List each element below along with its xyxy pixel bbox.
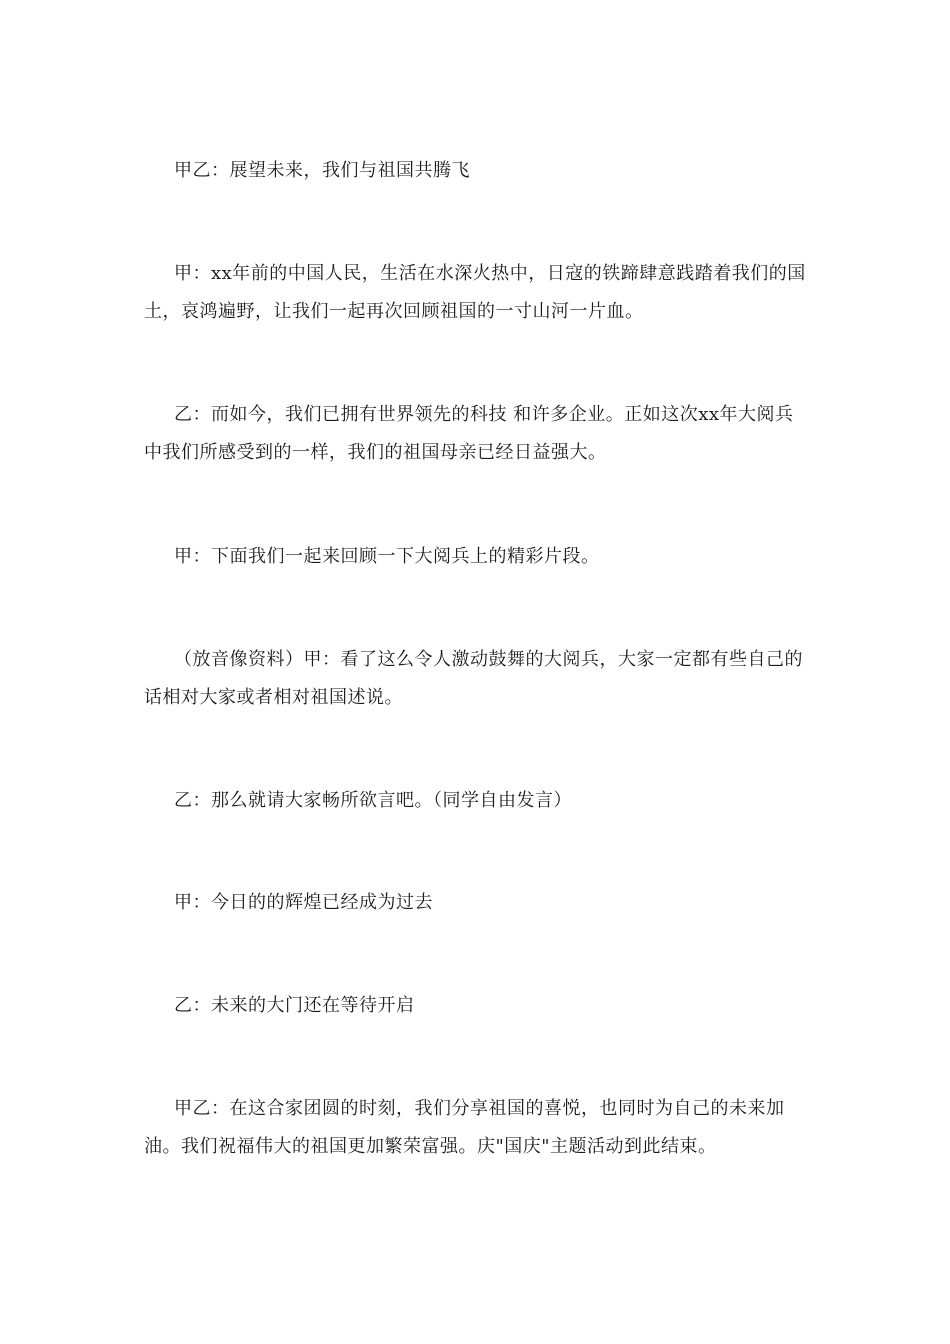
paragraph-6: 乙：那么就请大家畅所欲言吧。（同学自由发言） [174, 790, 572, 811]
paragraph-9: 甲乙：在这合家团圆的时刻，我们分享祖国的喜悦，也同时为自己的未来加油。我们祝福伟大的祖国更加繁荣富强。庆"国庆"主题活动到此结束。 [144, 1098, 785, 1157]
paragraph-7: 甲：今日的的辉煌已经成为过去 [174, 892, 433, 913]
paragraph-2: 甲：xx年前的中国人民，生活在水深火热中，日寇的铁蹄肆意践踏着我们的国土，哀鸿遍野，让我们一起再次回顾祖国的一寸山河一片血。 [144, 263, 806, 322]
paragraph-4: 甲：下面我们一起来回顾一下大阅兵上的精彩片段。 [174, 546, 600, 567]
paragraph-3: 乙：而如今，我们已拥有世界领先的科技 和许多企业。正如这次xx年大阅兵中我们所感受到的一样，我们的祖国母亲已经日益强大。 [144, 404, 794, 463]
paragraph-8: 乙：未来的大门还在等待开启 [174, 995, 415, 1016]
paragraph-5: （放音像资料）甲：看了这么令人激动鼓舞的大阅兵，大家一定都有些自己的话相对大家或者相对祖国述说。 [144, 649, 803, 708]
paragraph-1: 甲乙：展望未来，我们与祖国共腾飞 [174, 160, 470, 181]
